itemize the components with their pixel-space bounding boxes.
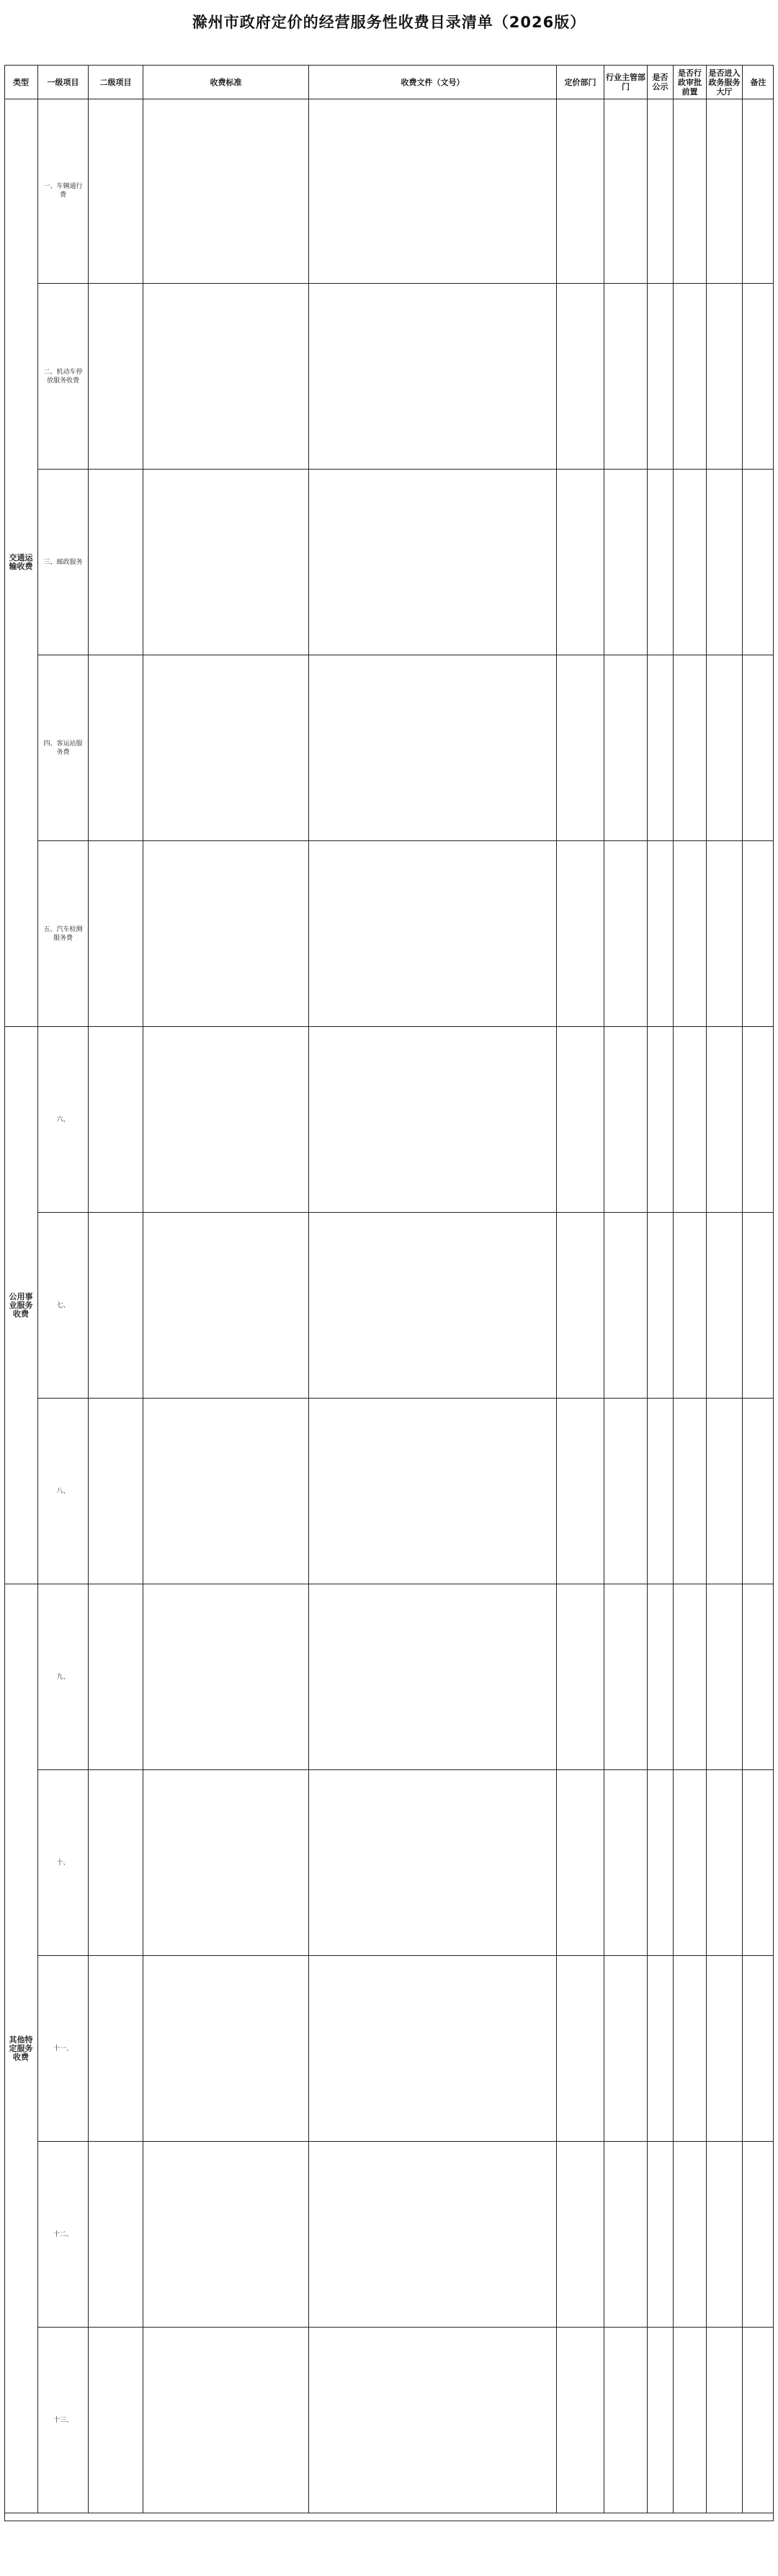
- table-cell-d: [647, 2328, 673, 2513]
- section-type-cell: 公用事业服务收费: [4, 1027, 37, 1584]
- table-cell-a: [673, 1027, 706, 1213]
- table-cell-w: [706, 841, 742, 1027]
- table-cell-doc: [308, 2142, 556, 2328]
- table-cell-w: [706, 284, 742, 470]
- table-cell-d: [647, 841, 673, 1027]
- table-cell-l2: [88, 470, 143, 655]
- table-cell-d: [647, 470, 673, 655]
- table-cell-remark: [742, 98, 774, 284]
- table-cell-industry: [604, 1584, 647, 1770]
- table-cell-w: [706, 655, 742, 841]
- table-cell-w: [706, 2328, 742, 2513]
- table-cell-remark: [742, 1770, 774, 1956]
- table-cell-doc: [308, 98, 556, 284]
- table-cell-a: [673, 284, 706, 470]
- table-cell-d: [647, 2142, 673, 2328]
- table-cell-l1: 四、客运站服务费: [37, 655, 88, 841]
- table-cell-d: [647, 655, 673, 841]
- header-type: 类型: [13, 77, 29, 87]
- table-cell-l1: 十一、: [37, 1956, 88, 2142]
- table-cell-l2: [88, 1770, 143, 1956]
- table-body: [4, 98, 774, 2521]
- table-cell-std: [143, 1027, 308, 1213]
- table-cell-doc: [308, 1399, 556, 1584]
- table-cell-w: [706, 1584, 742, 1770]
- table-cell-price: [556, 1584, 604, 1770]
- table-cell-std: [143, 98, 308, 284]
- table-cell-a: [673, 1770, 706, 1956]
- header-window: 是否进入政务服务大厅: [706, 66, 742, 99]
- table-cell-industry: [604, 284, 647, 470]
- table-cell-remark: [742, 1027, 774, 1213]
- table-cell-d: [647, 1956, 673, 2142]
- header-level1: 一级项目: [37, 66, 88, 99]
- table-cell-a: [673, 2328, 706, 2513]
- table-cell-l1: 十二、: [37, 2142, 88, 2328]
- table-cell-std: [143, 1213, 308, 1399]
- table-cell-std: [143, 1770, 308, 1956]
- table-cell-price: [556, 1213, 604, 1399]
- table-cell-doc: [308, 841, 556, 1027]
- header-standard: 收费标准: [143, 66, 308, 99]
- table-cell-price: [556, 2142, 604, 2328]
- table-cell-w: [706, 2142, 742, 2328]
- table-cell-doc: [308, 655, 556, 841]
- table-cell-d: [647, 1399, 673, 1584]
- table-cell-price: [556, 2328, 604, 2513]
- table-cell-l1: 十三、: [37, 2328, 88, 2513]
- table-cell-industry: [604, 1770, 647, 1956]
- table-cell-a: [673, 1213, 706, 1399]
- table-cell-d: [647, 284, 673, 470]
- header-document: 收费文件（文号）: [308, 66, 556, 99]
- table-cell-industry: [604, 1213, 647, 1399]
- table-cell-price: [556, 1399, 604, 1584]
- table-cell-l2: [88, 841, 143, 1027]
- table-cell-a: [673, 2142, 706, 2328]
- document-page: [4, 4, 774, 2572]
- table-cell-price: [556, 841, 604, 1027]
- table-cell-remark: [742, 470, 774, 655]
- table-cell-std: [143, 2142, 308, 2328]
- table-cell-doc: [308, 284, 556, 470]
- table-cell-w: [706, 1213, 742, 1399]
- table-cell-l1: 七、: [37, 1213, 88, 1399]
- header-industry-dept: 行业主管部门: [604, 66, 647, 99]
- header-remark: 备注: [742, 66, 774, 99]
- table-cell-std: [143, 470, 308, 655]
- section-type-cell: 其他特定服务收费: [4, 1584, 37, 2513]
- table-cell-d: [647, 1584, 673, 1770]
- table-cell-a: [673, 98, 706, 284]
- table-cell-a: [673, 1584, 706, 1770]
- table-cell-l1: 八、: [37, 1399, 88, 1584]
- table-cell-w: [706, 98, 742, 284]
- table-cell-d: [647, 98, 673, 284]
- table-cell-industry: [604, 1399, 647, 1584]
- table-cell-w: [706, 1956, 742, 2142]
- table-cell-industry: [604, 1027, 647, 1213]
- section-type-cell: 交通运输收费: [4, 98, 37, 1027]
- table-cell-remark: [742, 2142, 774, 2328]
- header-disclosed: 是否公示: [647, 66, 673, 99]
- table-cell-w: [706, 470, 742, 655]
- table-cell-price: [556, 655, 604, 841]
- table-cell-l2: [88, 2142, 143, 2328]
- table-cell-industry: [604, 470, 647, 655]
- table-cell-a: [673, 1399, 706, 1584]
- table-cell-doc: [308, 1770, 556, 1956]
- table-cell-a: [673, 470, 706, 655]
- table-cell-remark: [742, 655, 774, 841]
- table-cell-d: [647, 1770, 673, 1956]
- table-cell-remark: [742, 841, 774, 1027]
- table-cell-l2: [88, 655, 143, 841]
- table-cell-std: [143, 2328, 308, 2513]
- table-cell-price: [556, 98, 604, 284]
- table-cell-remark: [742, 1956, 774, 2142]
- table-cell-price: [556, 284, 604, 470]
- table-cell-std: [143, 1956, 308, 2142]
- table-cell-std: [143, 655, 308, 841]
- table-cell-price: [556, 470, 604, 655]
- table-cell-l1: 五、汽车检测服务费: [37, 841, 88, 1027]
- table-cell-a: [673, 841, 706, 1027]
- table-cell-l2: [88, 1956, 143, 2142]
- table-cell-d: [647, 1213, 673, 1399]
- table-cell-w: [706, 1399, 742, 1584]
- table-cell-industry: [604, 841, 647, 1027]
- table-header-row: [4, 65, 774, 99]
- table-cell-l1: 六、: [37, 1027, 88, 1213]
- table-cell-w: [706, 1027, 742, 1213]
- header-admin-approval: 是否行政审批前置: [673, 66, 706, 99]
- table-cell-std: [143, 841, 308, 1027]
- table-cell-l1: 一、车辆通行费: [37, 98, 88, 284]
- table-cell-doc: [308, 470, 556, 655]
- table-cell-remark: [742, 2328, 774, 2513]
- table-cell-remark: [742, 1399, 774, 1584]
- table-cell-remark: [742, 1213, 774, 1399]
- table-cell-industry: [604, 2142, 647, 2328]
- table-cell-a: [673, 1956, 706, 2142]
- table-cell-remark: [742, 284, 774, 470]
- table-cell-industry: [604, 1956, 647, 2142]
- document-title: 滁州市政府定价的经营服务性收费目录清单（2026版）: [192, 14, 586, 31]
- table-cell-d: [647, 1027, 673, 1213]
- table-cell-l1: 三、邮政服务: [37, 470, 88, 655]
- table-cell-doc: [308, 2328, 556, 2513]
- table-cell-l2: [88, 2328, 143, 2513]
- header-pricing-dept: 定价部门: [556, 66, 604, 99]
- table-cell-doc: [308, 1584, 556, 1770]
- table-cell-std: [143, 1399, 308, 1584]
- table-cell-doc: [308, 1213, 556, 1399]
- table-cell-a: [673, 655, 706, 841]
- table-cell-l2: [88, 284, 143, 470]
- table-cell-doc: [308, 1027, 556, 1213]
- table-cell-price: [556, 1956, 604, 2142]
- table-cell-l1: 十、: [37, 1770, 88, 1956]
- table-cell-industry: [604, 655, 647, 841]
- table-cell-l1: 二、机动车停放服务收费: [37, 284, 88, 470]
- table-cell-l2: [88, 1027, 143, 1213]
- header-level2: 二级项目: [88, 66, 143, 99]
- table-cell-std: [143, 284, 308, 470]
- table-cell-industry: [604, 98, 647, 284]
- table-cell-l2: [88, 1584, 143, 1770]
- table-cell-doc: [308, 1956, 556, 2142]
- table-cell-remark: [742, 1584, 774, 1770]
- table-cell-price: [556, 1770, 604, 1956]
- table-cell-price: [556, 1027, 604, 1213]
- table-cell-w: [706, 1770, 742, 1956]
- table-cell-l2: [88, 98, 143, 284]
- table-cell-l1: 九、: [37, 1584, 88, 1770]
- table-cell-industry: [604, 2328, 647, 2513]
- table-cell-std: [143, 1584, 308, 1770]
- table-cell-l2: [88, 1213, 143, 1399]
- table-cell-l2: [88, 1399, 143, 1584]
